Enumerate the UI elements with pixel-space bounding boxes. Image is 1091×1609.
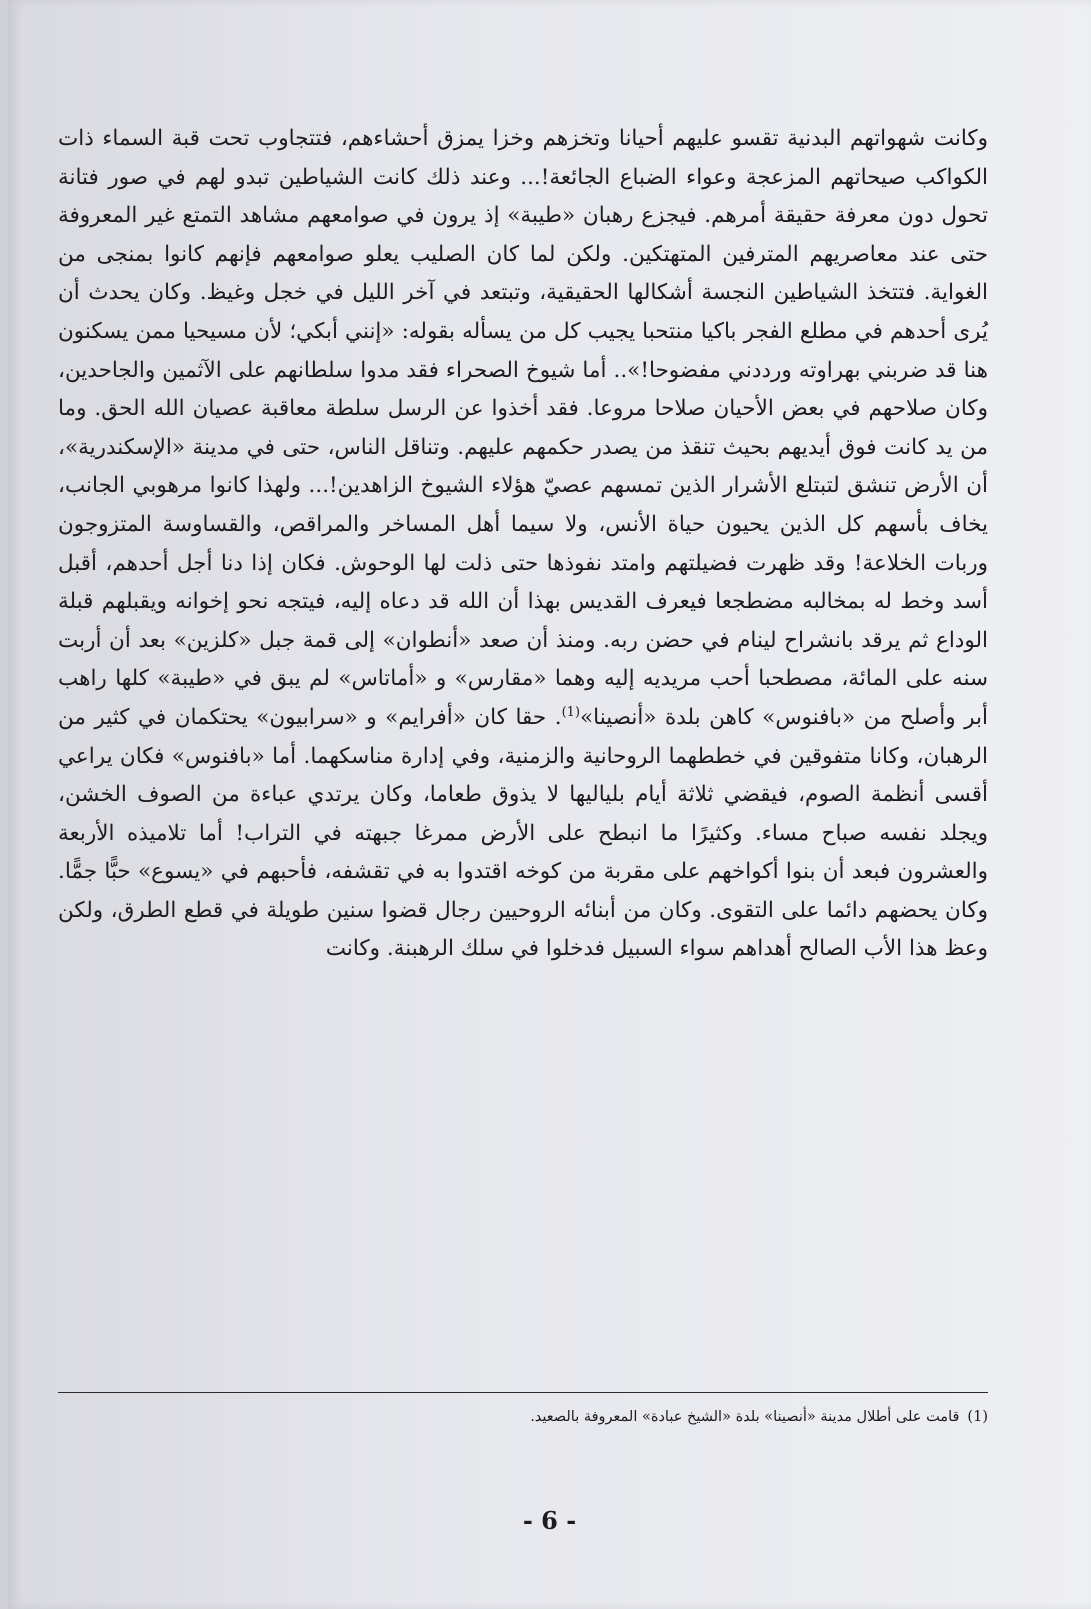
footnote-divider — [58, 1392, 988, 1393]
footnote-marker[interactable]: (1) — [561, 704, 581, 720]
book-page — [8, 0, 1091, 1609]
body-text-part-2: . حقا كان «أفرايم» و «سرابيون» يحتكمان في كثير من الرهبان، وكانا متفوقين في خططهما الروحانية والزمنية، وفي إدارة مناسكهما. أما «بافنوس» فكان يراعي أقسى أنظمة الصوم، فيقضي ثلاثة أيام بلياليها لا يذوق طعاما، وكان يرتدي عباءة من الصوف الخشن، ويجلد نفسه صباح مساء. وكثيرًا ما انبطح على الأرض ممرغا جبهته في التراب! أما تلاميذه الأربعة والعشرون فبعد أن بنوا أكواخهم على مقربة من كوخه اقتدوا به في تقشفه، فأحبهم في «يسوع» حبًّا جمًّا. وكان يحضهم دائما على التقوى. وكان من أبنائه الروحيين رجال قضوا سنين طويلة في قطع الطرق، ولكن وعظ هذا الأب الصالح أهداهم سواء السبيل فدخلوا في سلك الرهبنة. وكانت — [58, 704, 988, 962]
footnote — [58, 1402, 988, 1432]
footnote-text: قامت على أطلال مدينة «أنصينا» بلدة «الشيخ عبادة» المعروفة بالصعيد. — [530, 1409, 960, 1425]
body-paragraph — [58, 120, 988, 969]
page-number: - 6 - — [522, 1506, 577, 1535]
body-text-part-1: وكانت شهواتهم البدنية تقسو عليهم أحيانا وتخزهم وخزا يمزق أحشاءهم، فتتجاوب تحت قبة السماء ذات الكواكب صيحاتهم المزعجة وعواء الضباع الجائعة!... وعند ذلك كانت الشياطين تبدو لهم في صور فتانة تحول دون معرفة حقيقة أمرهم. فيجزع رهبان «طيبة» إذ يرون في صوامعهم مشاهد التمتع غير المعروفة حتى عند معاصريهم المترفين المتهتكين. ولكن لما كان الصليب يعلو صوامعهم فإنهم كانوا بمنجى من الغواية. فتتخذ الشياطين النجسة أشكالها الحقيقية، وتبتعد في آخر الليل في خجل وغيظ. وكان يحدث أن يُرى أحدهم في مطلع الفجر باكيا منتحبا يجيب كل من يسأله بقوله: «إنني أبكي؛ لأن مسيحيا ممن يسكنون هنا قد ضربني بهراوته ورددني مفضوحا!».. أما شيوخ الصحراء فقد مدوا سلطانهم على الآثمين والجاحدين، وكان صلاحهم في بعض الأحيان صلاحا مروعا. فقد أخذوا عن الرسل سلطة معاقبة عصيان الله الحق. وما من يد كانت فوق أيديهم بحيث تنقذ من يصدر حكمهم عليهم. وتناقل الناس، حتى في مدينة «الإسكندرية»، أن الأرض تنشق لتبتلع الأشرار الذين تمسهم عصيّ هؤلاء الشيوخ الزاهدين!... ولهذا كانوا مرهوبي الجانب، يخاف بأسهم كل الذين يحيون حياة الأنس، ولا سيما أهل المساخر والمراقص، والقساوسة المتزوجون وربات الخلاعة! وقد ظهرت فضيلتهم وامتد نفوذها حتى ذلت لها الوحوش. فكان إذا دنا أجل أحدهم، أقبل أسد وخط له بمخالبه مضطجعا فيعرف القديس بهذا أن الله قد دعاه إليه، فيتجه نحو إخوانه ويقبلهم قبلة الوداع ثم يرقد بانشراح لينام في حضن ربه. ومنذ أن صعد «أنطوان» إلى قمة جبل «كلزين» بعد أن أربت سنه على المائة، مصطحبا أحب مريديه إليه وهما «مقارس» و «أماتاس» لم يبق في «طيبة» كلها راهب أبر وأصلح من «بافنوس» كاهن بلدة «أنصينا» — [58, 126, 988, 730]
footnote-number: (1) — [967, 1409, 988, 1425]
